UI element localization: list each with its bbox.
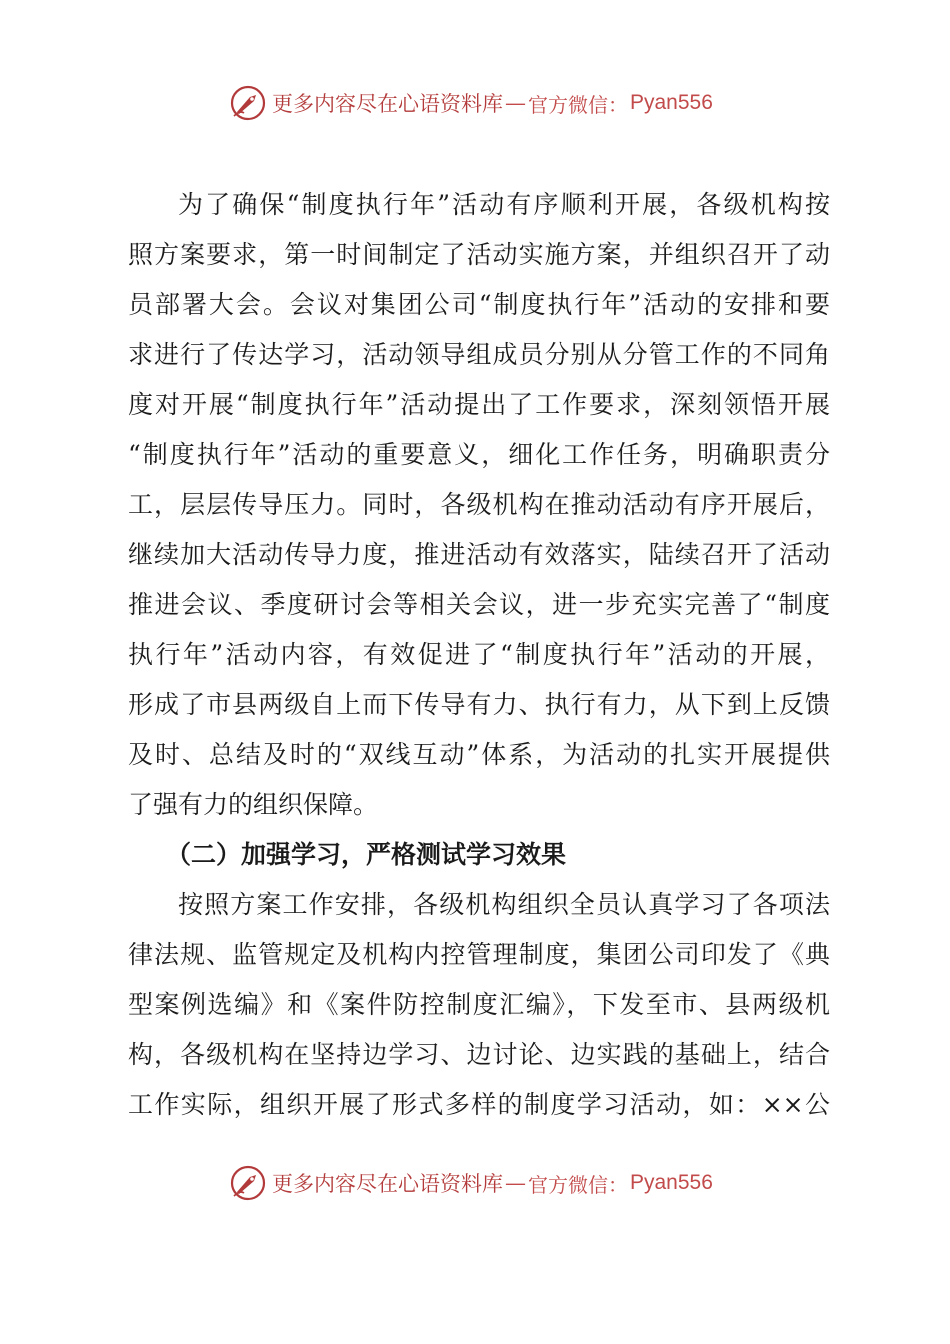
section-heading: （二）加强学习，严格测试学习效果 xyxy=(166,840,567,869)
document-body xyxy=(128,180,830,1130)
text-line: 照方案要求，第一时间制定了活动实施方案，并组织召开了动 xyxy=(128,240,830,269)
text-line: “制度执行年”活动的重要意义，细化工作任务，明确职责分 xyxy=(128,440,830,469)
text-line: 型案例选编》和《案件防控制度汇编》，下发至市、县两级机 xyxy=(128,990,830,1019)
pen-nib-logo-icon xyxy=(228,83,268,123)
text-line: 工作实际，组织开展了形式多样的制度学习活动，如：××公 xyxy=(128,1090,830,1119)
text-line: 构，各级机构在坚持边学习、边讨论、边实践的基础上，结合 xyxy=(128,1040,830,1069)
text-line: 了强有力的组织保障。 xyxy=(128,790,379,819)
text-line: 及时、总结及时的“双线互动”体系，为活动的扎实开展提供 xyxy=(128,740,830,769)
text-line: 律法规、监管规定及机构内控管理制度，集团公司印发了《典 xyxy=(128,940,830,969)
banner-dash: — xyxy=(505,1171,526,1195)
footer-watermark-banner xyxy=(228,1161,713,1205)
banner-wechat-id: Pyan556 xyxy=(630,91,713,114)
text-line: 员部署大会。会议对集团公司“制度执行年”活动的安排和要 xyxy=(128,290,830,319)
text-line: 执行年”活动内容，有效促进了“制度执行年”活动的开展， xyxy=(128,640,830,669)
banner-dash: — xyxy=(505,91,526,115)
pen-nib-logo-icon xyxy=(228,1163,268,1203)
text-line: 度对开展“制度执行年”活动提出了工作要求，深刻领悟开展 xyxy=(128,390,830,419)
text-line: 按照方案工作安排，各级机构组织全员认真学习了各项法 xyxy=(178,890,830,919)
text-line: 求进行了传达学习，活动领导组成员分别从分管工作的不同角 xyxy=(128,340,830,369)
paragraph-1 xyxy=(128,180,830,830)
banner-official-label: 官方微信： xyxy=(528,1172,628,1197)
banner-site-name: 更多内容尽在心语资料库 xyxy=(272,92,503,116)
paragraph-2 xyxy=(128,880,830,1130)
text-line: 继续加大活动传导力度，推进活动有效落实，陆续召开了活动 xyxy=(128,540,830,569)
text-line: 为了确保“制度执行年”活动有序顺利开展，各级机构按 xyxy=(178,190,830,219)
text-line: 推进会议、季度研讨会等相关会议，进一步充实完善了“制度 xyxy=(128,590,830,619)
banner-wechat-id: Pyan556 xyxy=(630,1171,713,1194)
text-line: 形成了市县两级自上而下传导有力、执行有力，从下到上反馈 xyxy=(128,690,830,719)
banner-official-label: 官方微信： xyxy=(528,92,628,117)
text-line: 工，层层传导压力。同时，各级机构在推动活动有序开展后， xyxy=(128,490,830,519)
header-watermark-banner xyxy=(228,81,713,125)
banner-site-name: 更多内容尽在心语资料库 xyxy=(272,1172,503,1196)
